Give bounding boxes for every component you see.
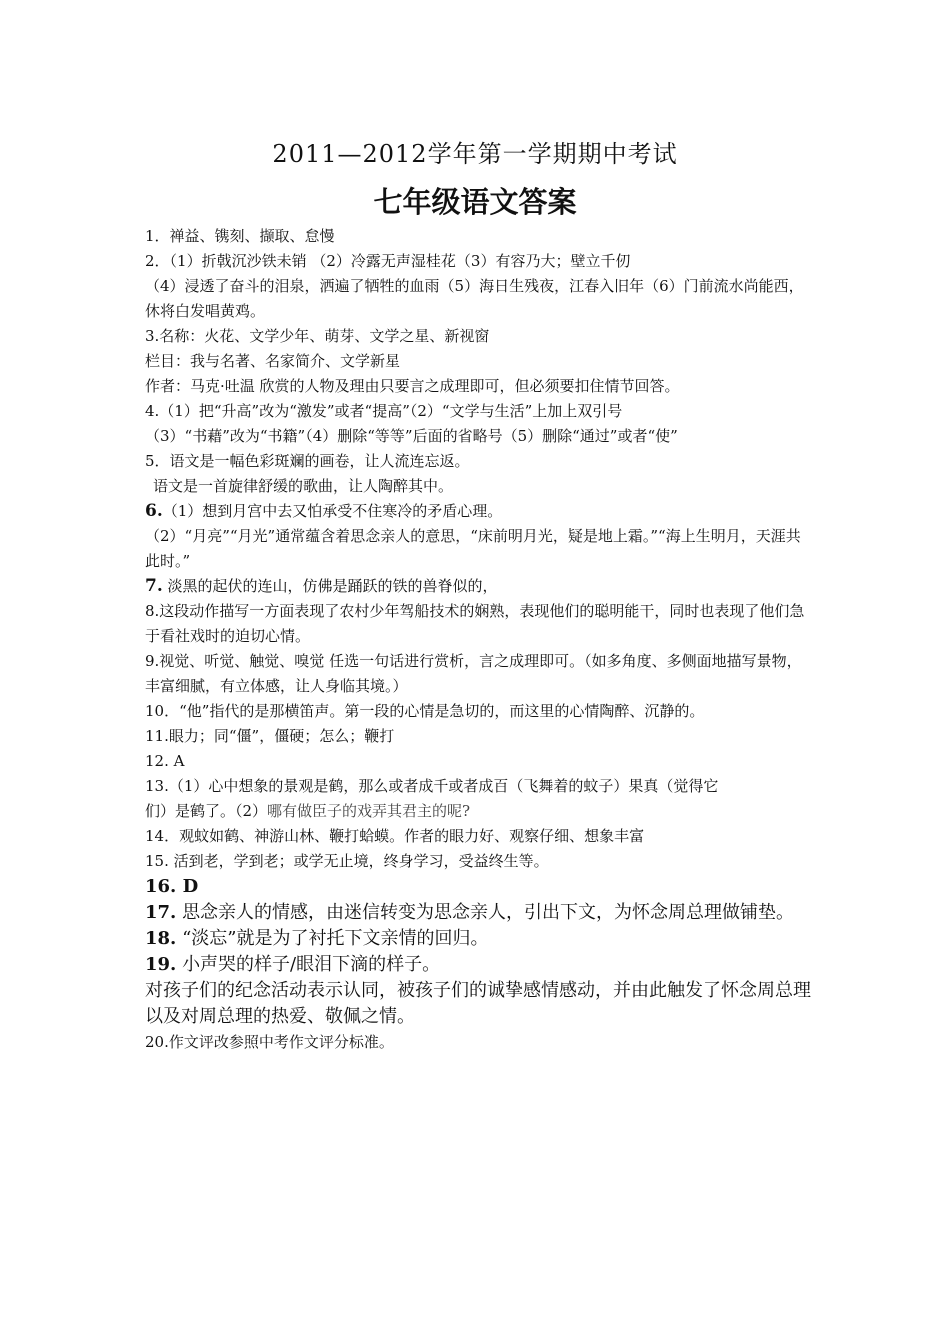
answer-10: 10．“他”指代的是那横笛声。第一段的心情是急切的，而这里的心情陶醉、沉静的。 (145, 702, 705, 720)
answer-2-line-2: （4）浸透了奋斗的泪泉，洒遍了牺牲的血雨（5）海日生残夜，江春入旧年（6）门前流水尚能西，休将白发唱黄鸡。 (145, 277, 804, 320)
answer-6-line-1 (145, 499, 813, 524)
answer-5-line-1: 5．语文是一幅色彩斑斓的画卷，让人流连忘返。 (145, 452, 470, 470)
answer-3-names: 3.名称：火花、文学少年、萌芽、文学之星、新视窗 (145, 327, 490, 345)
answer-16 (145, 874, 813, 900)
answer-11: 11.眼力；同“僵”，僵硬；怎么；鞭打 (145, 727, 395, 745)
answer-17 (145, 900, 813, 926)
answer-19-number: 19. (145, 954, 177, 975)
answer-3-columns: 栏目：我与名著、名家简介、文学新星 (145, 352, 401, 370)
answer-13-part-1: 们）是鹤了。（2） (145, 802, 268, 820)
answer-16-text: 16. D (145, 876, 199, 897)
answer-13-part-2: 哪有做臣子的戏弄其君主的呢? (267, 802, 471, 820)
answer-18-text: “淡忘”就是为了衬托下文亲情的回归。 (182, 928, 489, 949)
answer-7-number: 7. (145, 576, 163, 596)
answer-4-line-2: （3）“书藉”改为“书籍”（4）删除“等等”后面的省略号（5）删除“通过”或者“使” (145, 427, 678, 445)
answer-19-line-1 (145, 952, 813, 978)
answer-17-text: 思念亲人的情感，由迷信转变为思念亲人，引出下文，为怀念周总理做铺垫。 (182, 902, 795, 923)
answer-18-number: 18. (145, 928, 177, 949)
answer-9: 9.视觉、听觉、触觉、嗅觉 任选一句话进行赏析，言之成理即可。（如多角度、多侧面地描写景物，丰富细腻，有立体感，让人身临其境。） (145, 652, 802, 695)
answer-8: 8.这段动作描写一方面表现了农村少年驾船技术的娴熟，表现他们的聪明能干，同时也表现了他们急于看社戏时的迫切心情。 (145, 602, 805, 645)
answer-18 (145, 926, 813, 952)
answer-body (145, 224, 813, 1055)
answer-6-text: （1）想到月宫中去又怕承受不住寒冷的矛盾心理。 (162, 502, 503, 520)
answer-1: 1．禅益、镌刻、撷取、怠慢 (145, 227, 335, 245)
answer-6-line-2: （2）“月亮”“月光”通常蕴含着思念亲人的意思，“床前明月光，疑是地上霜。”“海上生明月，天涯共此时。” (145, 527, 801, 570)
answer-15: 15. 活到老，学到老；或学无止境，终身学习，受益终生等。 (145, 852, 549, 870)
answer-14: 14．观蚊如鹤、神游山林、鞭打蛤蟆。作者的眼力好、观察仔细、想象丰富 (145, 827, 645, 845)
exam-title: 2011—2012学年第一学期期中考试 (272, 140, 678, 168)
answer-19-text: 小声哭的样子/眼泪下滴的样子。 (182, 954, 441, 975)
document-title: 七年级语文答案 (373, 185, 577, 219)
answer-4-line-1: 4.（1）把“升高”改为“激发”或者“提高”（2）“文学与生活”上加上双引号 (145, 402, 623, 420)
answer-12: 12. A (145, 752, 185, 770)
answer-3-author: 作者：马克·吐温 欣赏的人物及理由只要言之成理即可，但必须要扣住情节回答。 (145, 377, 680, 395)
answer-13-line-1: 13.（1）心中想象的景观是鹤，那么或者成千或者成百（飞舞着的蚊子）果真（觉得它 (145, 777, 719, 795)
answer-19-line-2: 对孩子们的纪念活动表示认同，被孩子们的诚挚感情感动，并由此触发了怀念周总理以及对周总理的热爱、敬佩之情。 (145, 980, 811, 1027)
answer-2-line-1: 2．（1）折戟沉沙铁未销 （2）冷露无声湿桂花（3）有容乃大；壁立千仞 (145, 252, 631, 270)
answer-7 (145, 574, 813, 599)
answer-17-number: 17. (145, 902, 177, 923)
answer-20: 20.作文评改参照中考作文评分标准。 (145, 1033, 394, 1051)
answer-6-number: 6. (145, 501, 163, 521)
answer-5-line-2: 语文是一首旋律舒缓的歌曲，让人陶醉其中。 (153, 477, 454, 495)
answer-13-line-2 (145, 799, 813, 824)
answer-7-text: 淡黑的起伏的连山，仿佛是踊跃的铁的兽脊似的， (167, 577, 498, 595)
